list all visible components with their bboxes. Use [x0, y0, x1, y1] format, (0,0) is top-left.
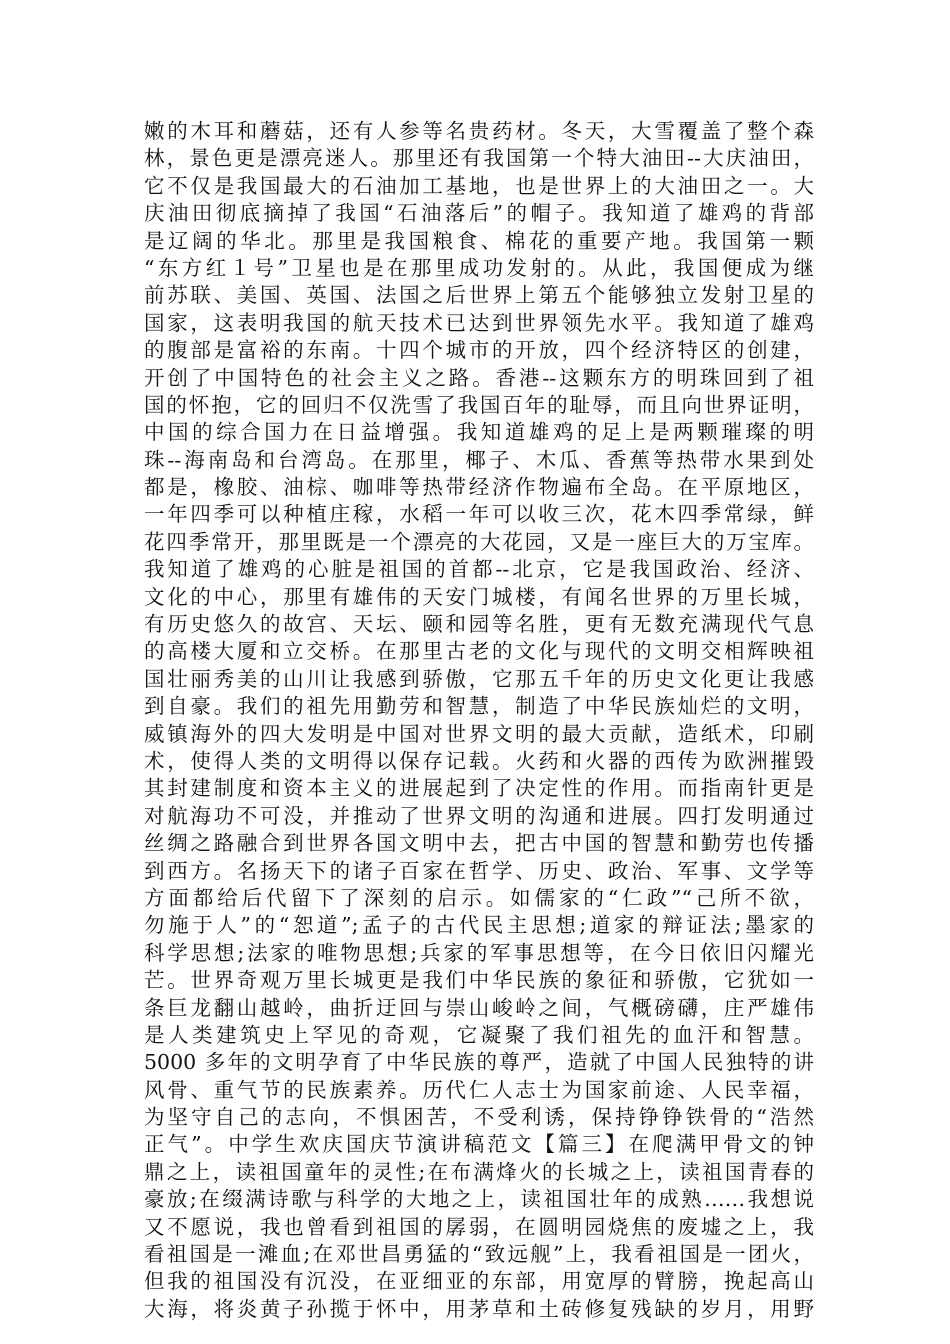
text-line: 有历史悠久的故宫、天坛、颐和园等名胜，更有无数充满现代气息	[144, 612, 814, 637]
text-line: 方面都给后代留下了深刻的启示。如儒家的“仁政”“己所不欲，	[144, 885, 814, 910]
text-line: 风骨、重气节的民族素养。历代仁人志士为国家前途、人民幸福，	[144, 1077, 814, 1102]
text-line: 威镇海外的四大发明是中国对世界文明的最大贡献，造纸术，印刷	[144, 721, 814, 746]
body-text	[144, 118, 814, 1323]
text-line: 前苏联、美国、英国、法国之后世界上第五个能够独立发射卫星的	[144, 283, 814, 308]
text-line: 庆油田彻底摘掉了我国“石油落后”的帽子。我知道了雄鸡的背部	[144, 201, 814, 226]
text-line: 都是，橡胶、油棕、咖啡等热带经济作物遍布全岛。在平原地区，	[144, 475, 814, 500]
text-line: 勿施于人”的“恕道”;孟子的古代民主思想;道家的辩证法;墨家的	[144, 913, 814, 938]
text-line: 科学思想;法家的唯物思想;兵家的军事思想等，在今日依旧闪耀光	[144, 940, 814, 965]
text-line: 中国的综合国力在日益增强。我知道雄鸡的足上是两颗璀璨的明	[144, 420, 814, 445]
text-line: 国的怀抱，它的回归不仅洗雪了我国百年的耻辱，而且向世界证明，	[144, 392, 814, 417]
text-line: 国家，这表明我国的航天技术已达到世界领先水平。我知道了雄鸡	[144, 310, 814, 335]
text-line: 到西方。名扬天下的诸子百家在哲学、历史、政治、军事、文学等	[144, 858, 814, 883]
text-line: 到自豪。我们的祖先用勤劳和智慧，制造了中华民族灿烂的文明，	[144, 694, 814, 719]
text-line: 看祖国是一滩血;在邓世昌勇猛的“致远舰”上，我看祖国是一团火，	[144, 1242, 814, 1267]
text-line: 它不仅是我国最大的石油加工基地，也是世界上的大油田之一。大	[144, 173, 814, 198]
text-line: 是辽阔的华北。那里是我国粮食、棉花的重要产地。我国第一颗	[144, 228, 814, 253]
text-line: 对航海功不可没，并推动了世界文明的沟通和进展。四打发明通过	[144, 803, 814, 828]
text-line: 其封建制度和资本主义的进展起到了决定性的作用。而指南针更是	[144, 776, 814, 801]
text-line: 我知道了雄鸡的心脏是祖国的首都--北京，它是我国政治、经济、	[144, 557, 814, 582]
text-line: 林，景色更是漂亮迷人。那里还有我国第一个特大油田--大庆油田，	[144, 146, 814, 171]
text-line: 为坚守自己的志向，不惧困苦，不受利诱，保持铮铮铁骨的“浩然	[144, 1105, 814, 1130]
text-line: 条巨龙翻山越岭，曲折迂回与崇山峻岭之间，气概磅礴，庄严雄伟	[144, 995, 814, 1020]
text-line: 但我的祖国没有沉没，在亚细亚的东部，用宽厚的臂膀，挽起高山	[144, 1269, 814, 1294]
text-line: 正气”。中学生欢庆国庆节演讲稿范文【篇三】在爬满甲骨文的钟	[144, 1132, 814, 1157]
text-line: 文化的中心，那里有雄伟的天安门城楼，有闻名世界的万里长城，	[144, 584, 814, 609]
text-line: 珠--海南岛和台湾岛。在那里，椰子、木瓜、香蕉等热带水果到处	[144, 447, 814, 472]
text-line: 嫩的木耳和蘑菇，还有人参等名贵药材。冬天，大雪覆盖了整个森	[144, 119, 814, 143]
text-line: 丝绸之路融合到世界各国文明中去，把古中国的智慧和勤劳也传播	[144, 831, 814, 856]
text-line: 鼎之上，读祖国童年的灵性;在布满烽火的长城之上，读祖国青春的	[144, 1159, 814, 1184]
text-line: 的高楼大厦和立交桥。在那里古老的文化与现代的文明交相辉映祖	[144, 639, 814, 664]
text-line: 花四季常开，那里既是一个漂亮的大花园，又是一座巨大的万宝库。	[144, 529, 814, 554]
text-line: 一年四季可以种植庄稼，水稻一年可以收三次，花木四季常绿，鲜	[144, 502, 814, 527]
text-line: 大海，将炎黄子孙揽于怀中，用茅草和土砖修复残缺的岁月，用野	[144, 1296, 814, 1321]
text-line: 开创了中国特色的社会主义之路。香港--这颗东方的明珠回到了祖	[144, 365, 814, 390]
text-line: 芒。世界奇观万里长城更是我们中华民族的象征和骄傲，它犹如一	[144, 968, 814, 993]
text-line: 国壮丽秀美的山川让我感到骄傲，它那五千年的历史文化更让我感	[144, 666, 814, 691]
text-line: 是人类建筑史上罕见的奇观，它凝聚了我们祖先的血汗和智慧。	[144, 1022, 814, 1047]
text-line: 术，使得人类的文明得以保存记载。火药和火器的西传为欧洲摧毁	[144, 748, 814, 773]
text-line: 豪放;在缀满诗歌与科学的大地之上，读祖国壮年的成熟……我想说	[144, 1187, 814, 1212]
text-line: 的腹部是富裕的东南。十四个城市的开放，四个经济特区的创建，	[144, 338, 814, 363]
text-line: “东方红１号”卫星也是在那里成功发射的。从此，我国便成为继	[144, 255, 814, 280]
text-line: 又不愿说，我也曾看到祖国的孱弱，在圆明园烧焦的废墟之上，我	[144, 1214, 814, 1239]
text-line: 5000 多年的文明孕育了中华民族的尊严，造就了中国人民独特的讲	[144, 1050, 814, 1075]
